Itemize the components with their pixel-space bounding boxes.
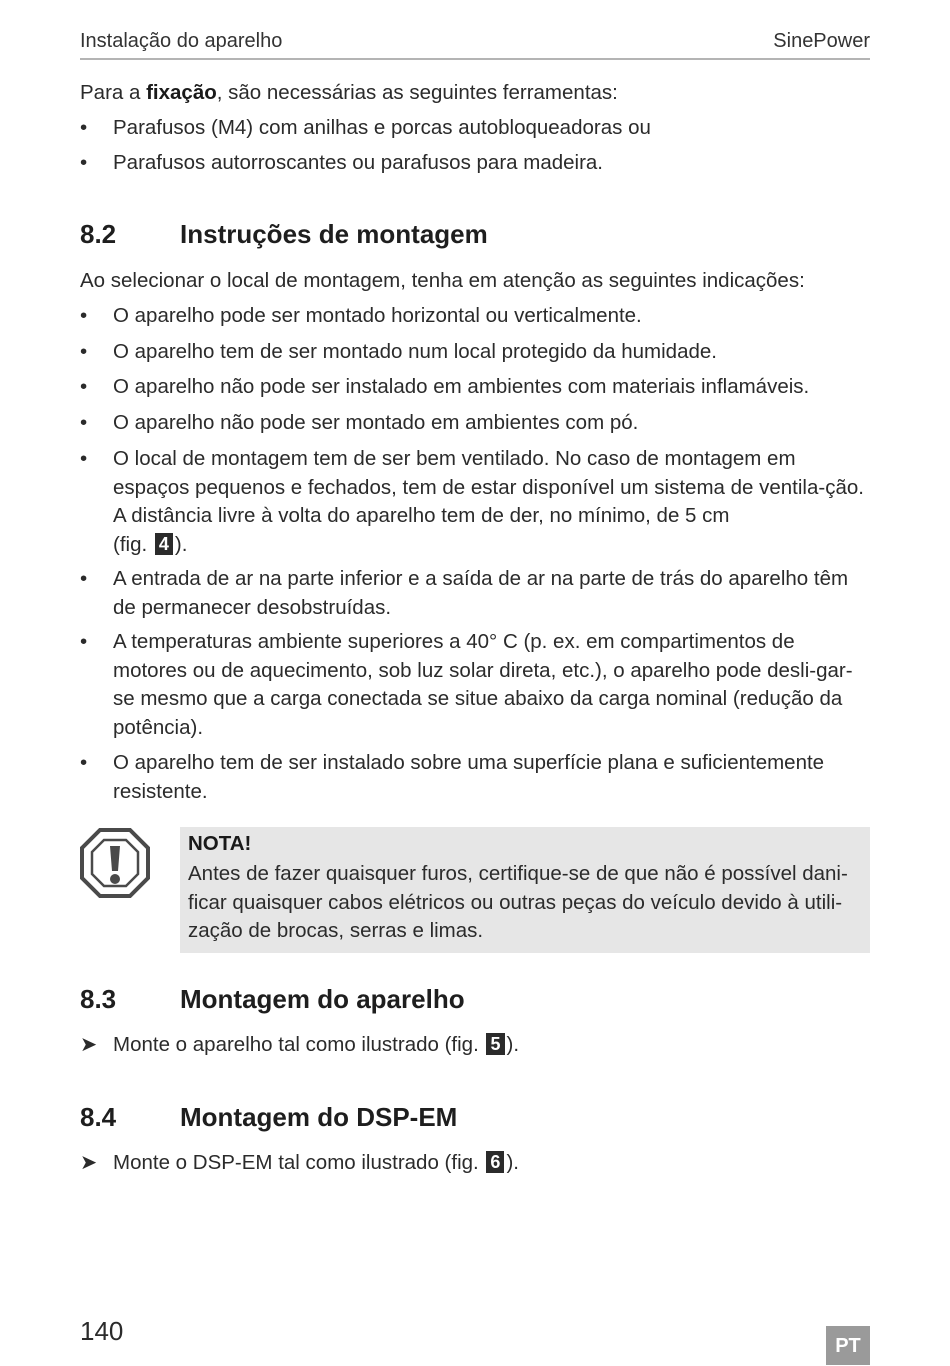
bullet-icon: • <box>80 375 88 398</box>
note-box <box>180 827 870 953</box>
bullet-icon: • <box>80 567 88 590</box>
header-product: SinePower <box>773 30 870 52</box>
bullet-icon: • <box>80 340 88 363</box>
fixing-intro: Para a fixação, são necessárias as seguintes ferramentas: <box>80 81 618 104</box>
section-intro: Ao selecionar o local de montagem, tenha em atenção as seguintes indicações: <box>80 269 805 292</box>
bullet-icon: • <box>80 304 88 327</box>
note-text: Antes de fazer quaisquer furos, certifique-se de que não é possível dani-ficar quaisquer cabos elétricos ou outras peças do veículo devido à utili-zação de brocas, serras e limas. <box>188 862 848 942</box>
bullet-icon: • <box>80 447 88 470</box>
page-number: 140 <box>80 1316 124 1346</box>
bullet-icon: • <box>80 151 88 174</box>
fixing-bold: fixação <box>146 81 217 104</box>
figure-ref-4: 4 <box>155 533 173 555</box>
arrow-icon: ➤ <box>80 1033 98 1056</box>
bullet-icon: • <box>80 411 88 434</box>
note-title: NOTA! <box>188 832 252 855</box>
figure-ref-6: 6 <box>486 1151 504 1173</box>
bullet-icon: • <box>80 751 88 774</box>
language-tab: PT <box>826 1326 870 1365</box>
exclamation-octagon-icon <box>79 827 151 899</box>
arrow-icon: ➤ <box>80 1151 98 1174</box>
page-header <box>80 28 870 60</box>
bullet-icon: • <box>80 630 88 653</box>
figure-ref-5: 5 <box>486 1033 504 1055</box>
header-chapter: Instalação do aparelho <box>80 30 283 52</box>
bullet-icon: • <box>80 116 88 139</box>
